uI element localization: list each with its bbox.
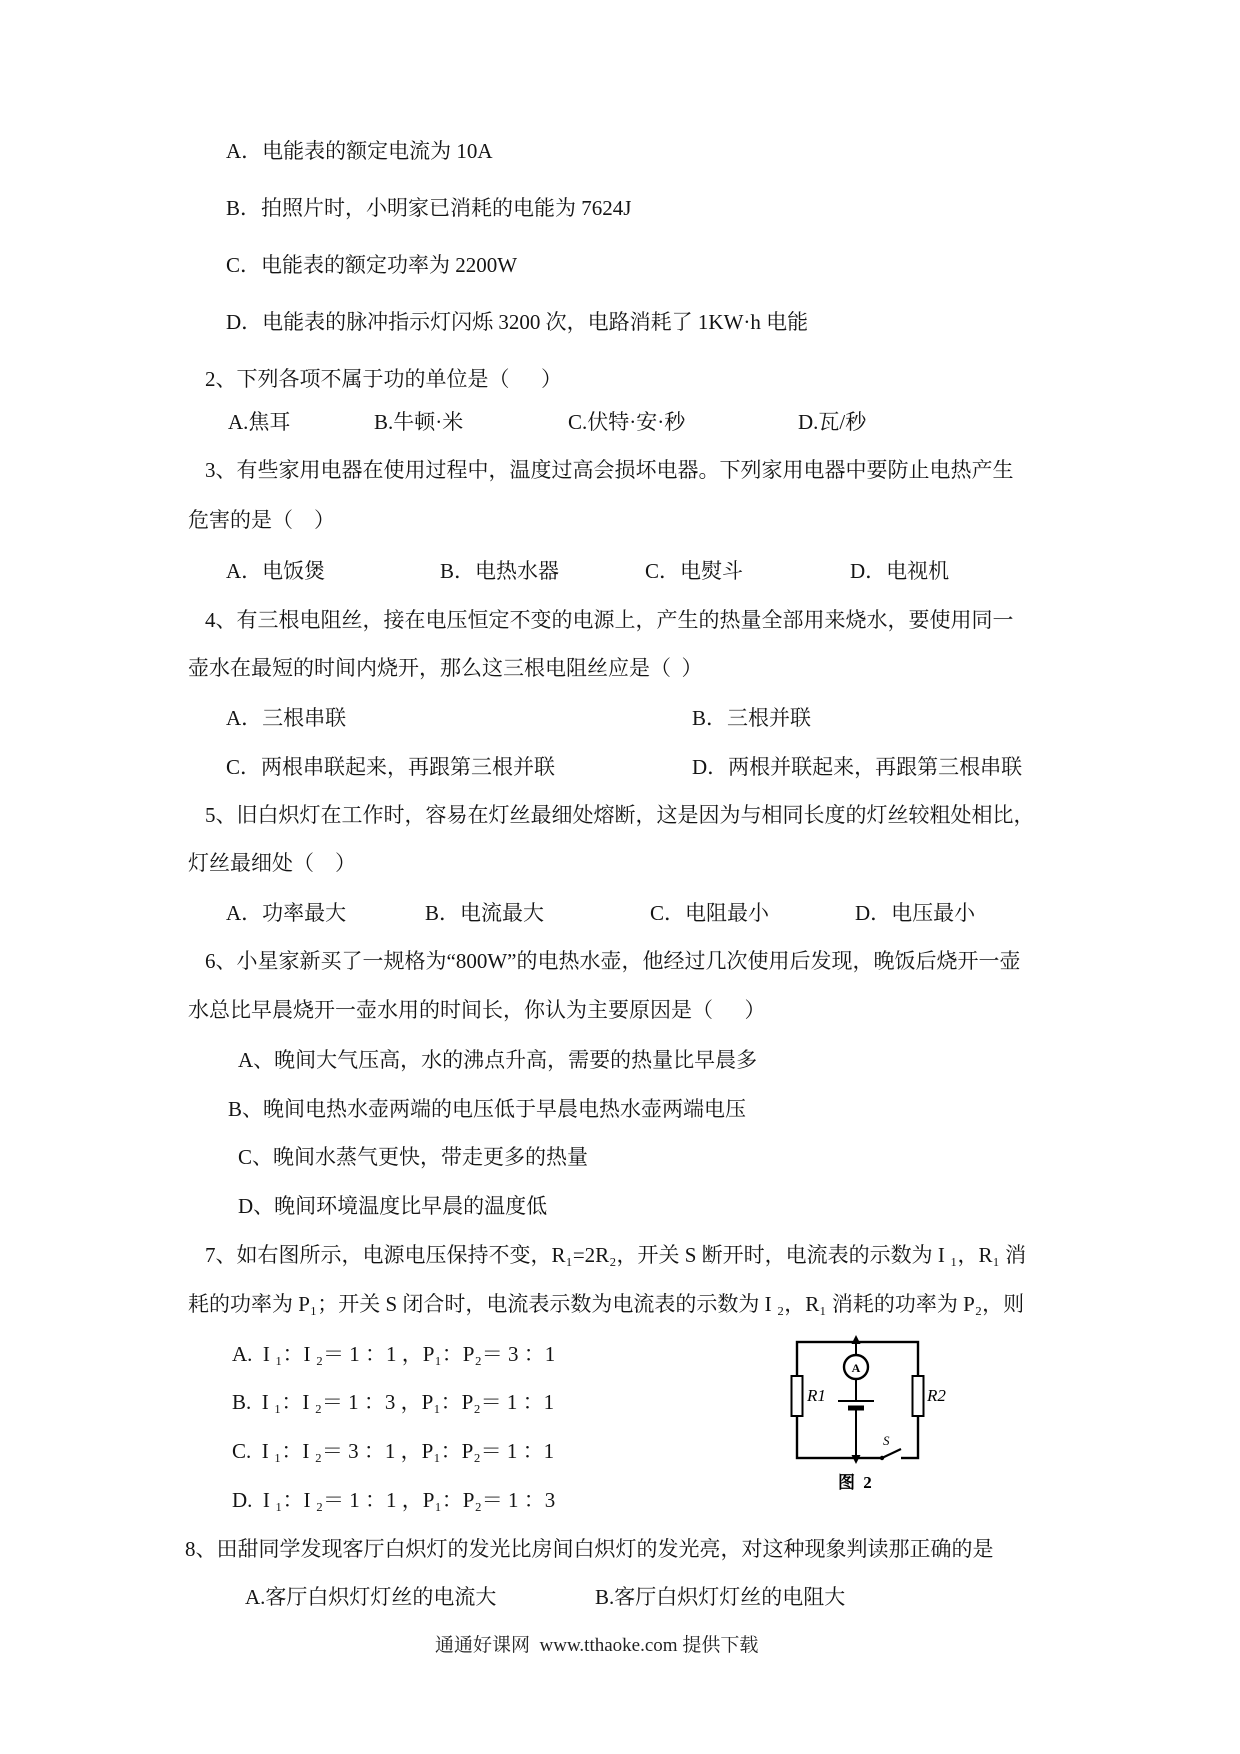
q6-option-a: A、晚间大气压高，水的沸点升高，需要的热量比早晨多: [238, 1048, 758, 1072]
q1-option-c: C．电能表的额定功率为 2200W: [226, 253, 518, 277]
q3-stem-line2: 危害的是（ ）: [188, 508, 335, 532]
resistor-r2: [913, 1376, 924, 1416]
resistor-r1-label: R1: [807, 1386, 826, 1405]
q5-stem-line2: 灯丝最细处（ ）: [188, 851, 356, 875]
q5-option-b: B．电流最大: [425, 901, 545, 925]
q8-option-a: A.客厅白炽灯灯丝的电流大: [245, 1585, 497, 1609]
q6-stem-line2: 水总比早晨烧开一壶水用的时间长，你认为主要原因是（ ）: [188, 998, 766, 1022]
switch-label: S: [883, 1433, 890, 1448]
q2-stem: 2、下列各项不属于功的单位是（ ）: [205, 367, 562, 391]
q4-option-d: D．两根并联起来，再跟第三根串联: [692, 755, 1023, 779]
q3-option-b: B．电热水器: [440, 559, 560, 583]
q7-option-d: D. I ₁：I ₂＝ 1 ：1 ，P₁：P₂＝ 1 ：3: [232, 1488, 556, 1512]
q1-option-d: D．电能表的脉冲指示灯闪烁 3200 次，电路消耗了 1KW·h 电能: [226, 310, 809, 334]
figure-caption: 图 2: [838, 1473, 874, 1492]
q7-option-a: A. I ₁：I ₂＝ 1 ：1 ，P₁：P₂＝ 3 ：1: [232, 1342, 556, 1366]
q5-stem-line1: 5、旧白炽灯在工作时，容易在灯丝最细处熔断，这是因为与相同长度的灯丝较粗处相比，: [205, 803, 1035, 827]
q3-stem-line1: 3、有些家用电器在使用过程中，温度过高会损坏电器。下列家用电器中要防止电热产生: [205, 458, 1014, 482]
q3-option-d: D．电视机: [850, 559, 950, 583]
q7-stem-line1: 7、如右图所示，电源电压保持不变，R₁=2R₂，开关 S 断开时，电流表的示数为 I ₁，R₁ 消: [205, 1243, 1027, 1267]
circuit-figure: [780, 1330, 970, 1510]
resistor-r1: [792, 1376, 803, 1416]
resistor-r2-label: R2: [927, 1386, 946, 1405]
q5-option-d: D．电压最小: [855, 901, 976, 925]
q7-option-b: B. I ₁：I ₂＝ 1 ：3 ，P₁：P₂＝ 1 ：1: [232, 1390, 555, 1414]
q6-option-d: D、晚间环境温度比早晨的温度低: [238, 1194, 548, 1218]
q5-option-a: A．功率最大: [226, 901, 347, 925]
q1-option-b: B．拍照片时，小明家已消耗的电能为 7624J: [226, 196, 632, 220]
q7-option-c: C. I ₁：I ₂＝ 3 ：1 ，P₁：P₂＝ 1 ：1: [232, 1439, 555, 1463]
current-arrow-top: [852, 1335, 861, 1344]
q2-option-a: A.焦耳: [228, 410, 291, 434]
q5-option-c: C．电阻最小: [650, 901, 770, 925]
q6-option-c: C、晚间水蒸气更快，带走更多的热量: [238, 1145, 589, 1169]
q4-stem-line2: 壶水在最短的时间内烧开，那么这三根电阻丝应是（ ）: [188, 656, 703, 680]
q1-option-a: A．电能表的额定电流为 10A: [226, 139, 493, 163]
q3-option-c: C．电熨斗: [645, 559, 744, 583]
q7-stem-line2: 耗的功率为 P₁；开关 S 闭合时，电流表示数为电流表的示数为 I ₂，R₁ 消耗的功率为 P₂，则: [188, 1292, 1025, 1316]
q3-option-a: A．电饭煲: [226, 559, 326, 583]
q8-option-b: B.客厅白炽灯灯丝的电阻大: [595, 1585, 846, 1609]
q2-option-b: B.牛顿·米: [374, 410, 464, 434]
ammeter-label: A: [851, 1361, 861, 1375]
q2-option-d: D.瓦/秒: [798, 410, 867, 434]
q2-option-c: C.伏特·安·秒: [568, 410, 686, 434]
circuit-diagram: [780, 1330, 970, 1510]
q4-stem-line1: 4、有三根电阻丝，接在电压恒定不变的电源上，产生的热量全部用来烧水，要使用同一: [205, 608, 1014, 632]
footer-watermark: 通通好课网 www.tthaoke.com 提供下载: [435, 1635, 759, 1656]
q8-stem: 8、田甜同学发现客厅白炽灯的发光比房间白炽灯的发光亮，对这种现象判读那正确的是: [185, 1537, 994, 1561]
q6-stem-line1: 6、小星家新买了一规格为“800W”的电热水壶，他经过几次使用后发现，晚饭后烧开一壶: [205, 949, 1021, 973]
q4-option-a: A．三根串联: [226, 706, 347, 730]
junction-arrow-bottom: [852, 1455, 861, 1464]
q4-option-c: C．两根串联起来，再跟第三根并联: [226, 755, 556, 779]
q4-option-b: B．三根并联: [692, 706, 812, 730]
q6-option-b: B、晚间电热水壶两端的电压低于早晨电热水壶两端电压: [228, 1097, 747, 1121]
